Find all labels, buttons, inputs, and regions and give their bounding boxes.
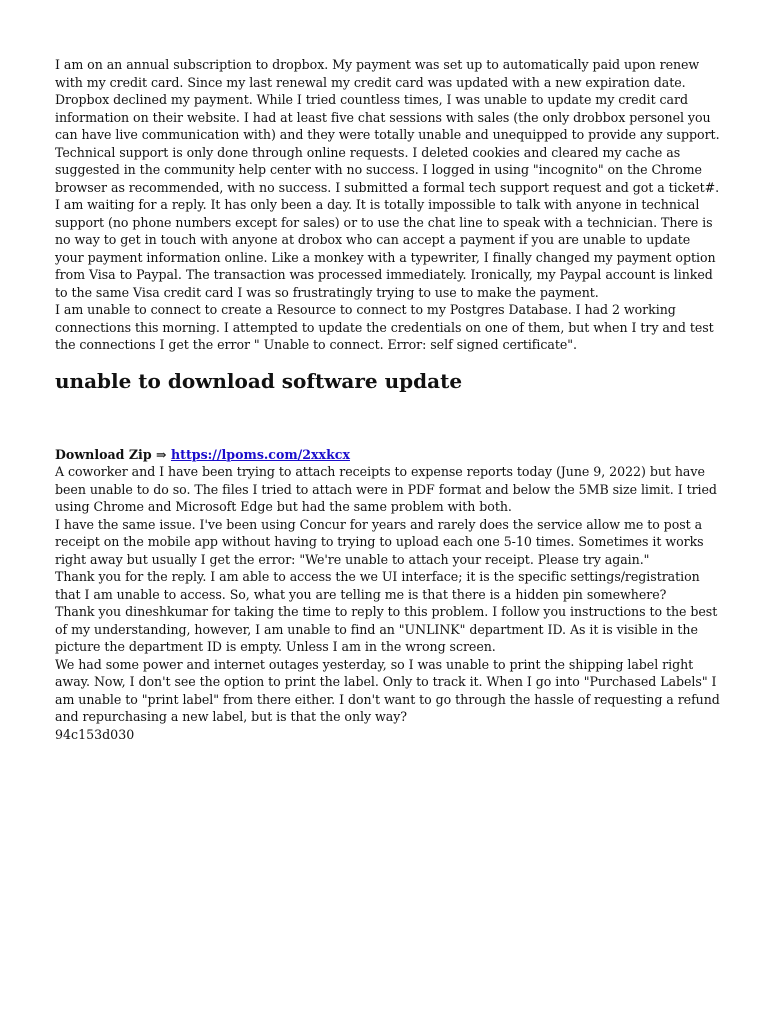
paragraph-postgres: I am unable to connect to create a Resource to connect to my Postgres Database. I had 2 working connections this morning. I attempted to update the credentials on one of them, but when I try and test the connections I get the error " Unable to connect. Error: self signed certificate". (55, 302, 714, 352)
paragraph-dropbox: I am on an annual subscription to dropbox. My payment was set up to automatically paid upon renew with my credit card. Since my last renewal my credit card was updated with a new expiration date. Dropbox declined my payment. While I tried countless times, I was unable to update my credit card information on their website. I had at least five chat sessions with sales (the only drobbox personel you can have live communication with) and they were totally unable and unequipped to provide any support. Technical support is only done through online requests. I deleted cookies and cleared my cache as suggested in the community help center with no success. I logged in using "incognito" on the Chrome browser as recommended, with no success. I submitted a formal tech support request and got a ticket#. I am waiting for a reply. It has only been a day. It is totally impossible to talk with anyone in technical support (no phone numbers except for sales) or to use the chat line to speak with a technician. There is no way to get in touch with anyone at drobox who can accept a payment if you are unable to update your payment information online. Like a monkey with a typewriter, I finally changed my payment option from Visa to Paypal. The transaction was processed immediately. Ironically, my Paypal account is linked to the same Visa credit card I was so frustratingly trying to use to make the payment. (55, 57, 720, 300)
document-page (55, 56, 720, 743)
paragraph-concur: I have the same issue. I've been using Concur for years and rarely does the service allow me to post a receipt on the mobile app without having to trying to upload each one 5-10 times. Sometimes it works right away but usually I get the error: "We're unable to attach your receipt. Please try again." (55, 516, 704, 567)
paragraph-receipts: A coworker and I have been trying to attach receipts to expense reports today (June 9, 2022) but have been unable to do so. The files I tried to attach were in PDF format and below the 5MB size limit. I tried using Chrome and Microsoft Edge but had the same problem with both. (55, 464, 717, 514)
download-label: Download Zip ⇒ (55, 446, 171, 462)
paragraph-unlink: Thank you dineshkumar for taking the time to reply to this problem. I follow you instructions to the best of my understanding, however, I am unable to find an "UNLINK" department ID. As it is visible in the picture the department ID is empty. Unless I am in the wrong screen. (55, 604, 718, 654)
paragraph-reply: Thank you for the reply. I am able to access the we UI interface; it is the specific settings/registration that I am unable to access. So, what you are telling me is that there is a hidden pin somewhere? (55, 569, 700, 602)
download-line (55, 446, 720, 464)
page-heading: unable to download software update (55, 368, 463, 393)
download-link[interactable]: https://lpoms.com/2xxkcx (170, 446, 350, 462)
footer-code: 94c153d030 (55, 726, 135, 742)
paragraph-shipping-label: We had some power and internet outages yesterday, so I was unable to print the shipping label right away. Now, I don't see the option to print the label. Only to track it. When I go into "Purchased Labels" I am unable to "print label" from there either. I don't want to go through the hassle of requesting a refund and repurchasing a new label, but is that the only way? (55, 656, 720, 724)
